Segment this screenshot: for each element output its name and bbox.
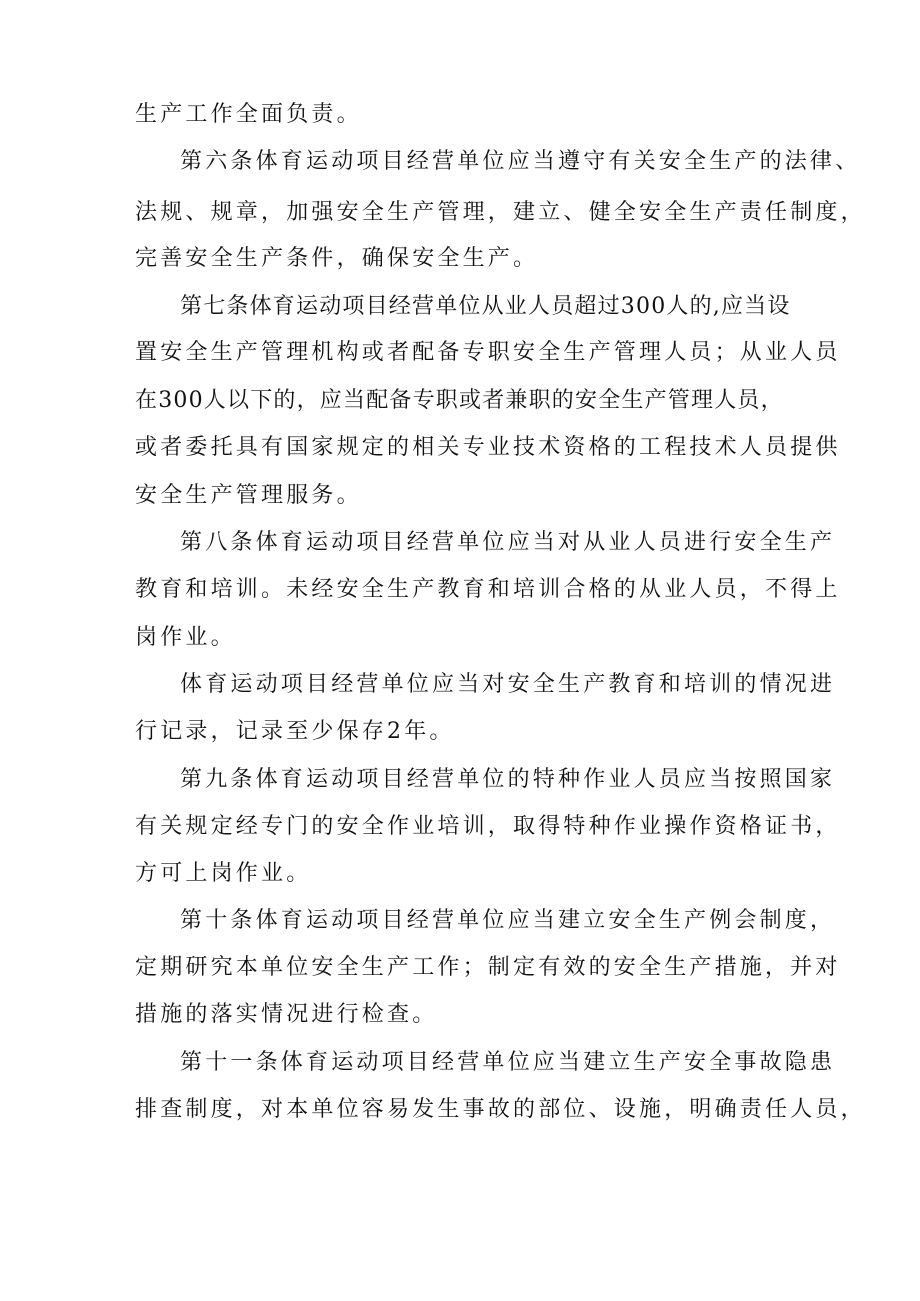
text-line: 岗作业。 (135, 625, 236, 650)
text-line: 定期研究本单位安全生产工作；制定有效的安全生产措施，并对 (135, 955, 841, 980)
text-line: 有关规定经专门的安全作业培训，取得特种作业操作资格证书， (135, 814, 841, 839)
text-line: 排查制度，对本单位容易发生事故的部位、设施，明确责任人员， (135, 1097, 866, 1122)
text-line: 第七条体育运动项目经营单位从业人员超过300人的,应当设 (180, 294, 791, 319)
text-line: 第十一条体育运动项目经营单位应当建立生产安全事故隐患 (180, 1050, 836, 1075)
text-line: 第十条体育运动项目经营单位应当建立安全生产例会制度， (180, 908, 836, 933)
text-line: 安全生产管理服务。 (135, 483, 362, 508)
text-line: 完善安全生产条件，确保安全生产。 (135, 246, 539, 271)
text-line: 在300人以下的，应当配备专职或者兼职的安全生产管理人员， (135, 388, 784, 413)
text-line: 教育和培训。未经安全生产教育和培训合格的从业人员，不得上 (135, 577, 841, 602)
text-line: 第九条体育运动项目经营单位的特种作业人员应当按照国家 (180, 767, 836, 792)
text-line: 法规、规章，加强安全生产管理，建立、健全安全生产责任制度， (135, 200, 866, 225)
text-line: 体育运动项目经营单位应当对安全生产教育和培训的情况进 (180, 672, 836, 697)
text-line: 置安全生产管理机构或者配备专职安全生产管理人员；从业人员 (135, 340, 841, 365)
text-line: 方可上岗作业。 (135, 861, 312, 886)
text-line: 第八条体育运动项目经营单位应当对从业人员进行安全生产 (180, 530, 836, 555)
text-line: 措施的落实情况进行检查。 (135, 1002, 438, 1027)
text-line: 或者委托具有国家规定的相关专业技术资格的工程技术人员提供 (135, 435, 841, 460)
text-line: 生产工作全面负责。 (135, 102, 362, 127)
text-line: 行记录，记录至少保存2年。 (135, 719, 455, 744)
text-line: 第六条体育运动项目经营单位应当遵守有关安全生产的法律、 (180, 149, 861, 174)
